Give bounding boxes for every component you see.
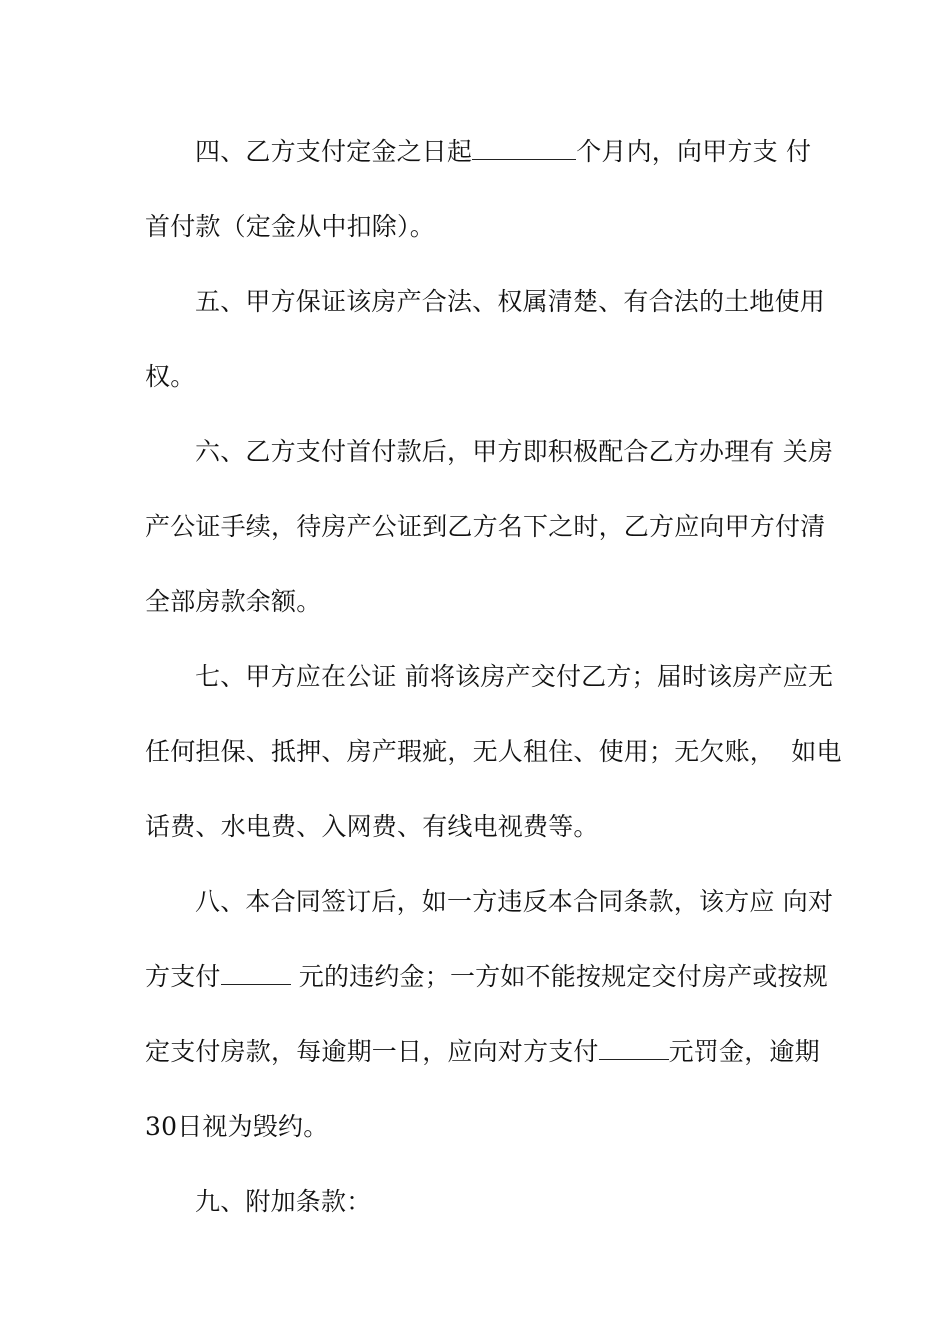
clause-4-line-2: 首付款（定金从中扣除）。 <box>145 212 435 241</box>
clause-text: 元罚金，逾期 <box>668 1037 820 1066</box>
clause-7-line-2: 任何担保、抵押、房产瑕疵，无人租住、使用；无欠账， 如电 <box>145 737 842 766</box>
clause-7-line-3: 话费、水电费、入网费、有线电视费等。 <box>145 812 599 841</box>
clause-8-line-1: 八、本合同签订后，如一方违反本合同条款，该方应 向对 <box>195 887 834 916</box>
clause-5-line-2: 权。 <box>145 362 196 391</box>
clause-text: 方支付 <box>145 962 221 991</box>
clause-8-line-3 <box>145 1032 820 1072</box>
clause-5-line-1: 五、甲方保证该房产合法、权属清楚、有合法的土地使用 <box>195 287 826 316</box>
clause-4-line-1 <box>145 132 810 172</box>
daily-fine-blank <box>599 1033 669 1060</box>
clause-8-line-4: 30日视为毁约。 <box>145 1112 329 1141</box>
penalty-amount-blank <box>221 958 291 985</box>
clause-9-line-1: 九、附加条款： <box>195 1187 372 1216</box>
clause-text: 个月内，向甲方支 付 <box>576 137 812 166</box>
clause-6-line-2: 产公证手续，待房产公证到乙方名下之时，乙方应向甲方付清 <box>145 512 826 541</box>
months-blank <box>472 133 576 160</box>
clause-7-line-1: 七、甲方应在公证 前将该房产交付乙方；届时该房产应无 <box>195 662 834 691</box>
clause-text: 定支付房款，每逾期一日，应向对方支付 <box>145 1037 599 1066</box>
clause-6-line-3: 全部房款余额。 <box>145 587 322 616</box>
clause-text: 四、乙方支付定金之日起 <box>195 137 473 166</box>
clause-8-line-2 <box>145 957 828 997</box>
clause-text: 元的违约金；一方如不能按规定交付房产或按规 <box>290 962 828 991</box>
clause-6-line-1: 六、乙方支付首付款后，甲方即积极配合乙方办理有 关房 <box>195 437 834 466</box>
